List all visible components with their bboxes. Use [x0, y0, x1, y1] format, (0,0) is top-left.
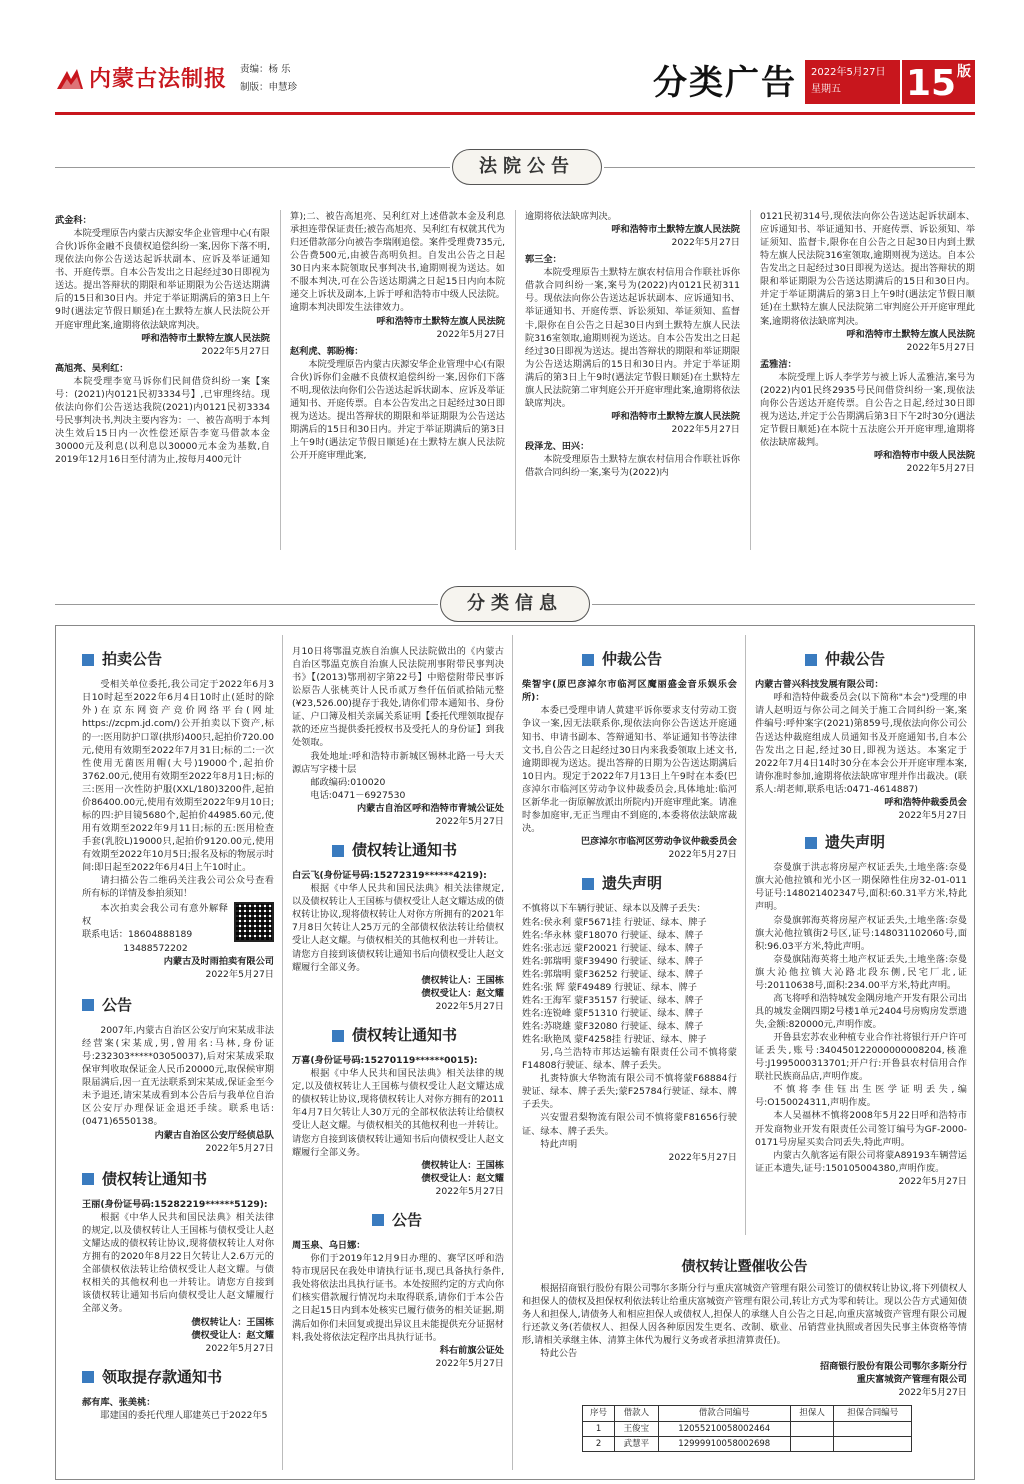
table-header-row	[583, 1406, 912, 1421]
lost-notice-1-extra-1: 另,乌兰浩特市邦达运输有限责任公司不慎将蒙F14808行驶证、绿本、牌子丢失。	[522, 1047, 737, 1072]
debt-notice-3-name: 万喜(身份证号码:15270119******0015):	[292, 1055, 478, 1067]
notice-addressee: 赵利虎、郭盼梅：	[290, 345, 364, 357]
deposit-name: 郝有库、张美桃：	[82, 1397, 156, 1408]
debt-collection-notice	[522, 1258, 967, 1452]
auction-contact-block	[82, 902, 274, 954]
court-column-4	[760, 210, 975, 475]
lost-notice-1-end: 特此声明	[540, 1138, 578, 1150]
notice-2-signature: 科右前旗公证处	[439, 1344, 504, 1356]
arbitration-1-title: 仲裁公告	[602, 650, 663, 668]
page-box	[902, 60, 975, 104]
banner-rule-left	[55, 604, 438, 605]
lost-notice-1-title: 遗失声明	[602, 874, 663, 893]
debt-notice-1-transferor: 债权转让人：王国栋	[191, 1316, 274, 1328]
phone-1: 18604888189	[127, 929, 193, 941]
deposit-address: 我处地址:呼和浩特市新城区锡林北路一号大天源店写字楼十层	[292, 750, 504, 775]
table-header-cell: 序号	[583, 1406, 615, 1421]
notice-title: 公告	[102, 995, 133, 1014]
deposit-date: 2022年5月27日	[435, 815, 504, 827]
notice-addressee: 郭三全：	[525, 254, 562, 266]
square-bullet-icon	[805, 837, 817, 849]
notice-addressee: 武金科：	[55, 215, 92, 226]
logo-text: 内蒙古法制报	[89, 66, 228, 93]
notice-addressee: 孟雅洁：	[760, 358, 797, 370]
notice-2-body: 你们于2019年12月9日办理的、赛罕区呼和浩特市现居民在我处申请执行证书,现已具备执行条件,我处将依法出具执行证书。本处按照约定的方式向你们核实借款履行情况均未取得联系,请你们于本公告之日起15日内到本处核实已履行债务的相关证据,期满后如你们未回复或提出异议且未能提供充分证据材料,我处将依法定程序出具执行证书。	[292, 1253, 504, 1343]
producer-line: 制版：申慧珍	[240, 82, 298, 93]
lost-notice-1-date: 2022年5月27日	[668, 1151, 737, 1163]
arbitration-1-name: 柴智宇(原巴彦淖尔市临河区魔丽盛金音乐娱乐会所)：	[522, 679, 737, 704]
deposit-body: 耶建国的委托代理人耶建英已于2022年5	[100, 1410, 268, 1422]
lost-vehicle-row: 姓名:张 辉 蒙F49489 行驶证、绿本、牌子	[522, 981, 697, 993]
debt-notice-3-transferor: 债权转让人：王国栋	[421, 1159, 504, 1171]
phone-label: 联系电话：	[82, 929, 128, 941]
table-cell: 2	[583, 1436, 615, 1451]
debt-notice-1-date: 2022年5月27日	[205, 1342, 274, 1354]
phone-2: 13488572202	[123, 942, 188, 954]
date-box	[805, 60, 900, 104]
auction-phone	[82, 928, 228, 941]
debt-notice-3-date: 2022年5月27日	[435, 1185, 504, 1197]
notice-body-continued: 逾期将依法缺席判决。	[525, 211, 617, 222]
court-date: 2022年5月27日	[671, 237, 740, 249]
auction-contact-text	[82, 902, 228, 954]
lost-vehicle-row: 姓名:侯永利 蒙F5671挂 行驶证、绿本、牌子	[522, 916, 707, 928]
lost-item: 奈曼旗于洪志将房屋产权证丢失,土地坐落:奈曼旗大沁他拉镇和光小区一期保障性住房32-01-011号证号:148021402347号,面积:60.31平方米,特此声明。	[755, 862, 967, 913]
lost-notice-2-list	[755, 861, 967, 1175]
notice-addressee: 段泽龙、田兴：	[525, 441, 590, 453]
auction-heading	[82, 649, 274, 670]
notice-body: 本院受理原告内蒙古庆源安华企业管理中心(有限合伙)诉你们金融不良债权追偿纠纷一案,因你们下落不明,现依法向你们公告送达起诉状副本、应诉及举证通知书、开庭传票。自本公告发出之日起经过30日即视为送达。提出答辩状的期限和举证期限为公告送达期满后的15日和30日内。并定于举证期满后的第3日上午9时(遇法定节假日顺延)在土默特左旗人民法院公开开庭审理此案,	[290, 358, 505, 462]
auction-signature: 内蒙古及时雨拍卖有限公司	[163, 955, 274, 967]
banner-rule-right	[604, 167, 975, 168]
lost-notice-2-title: 遗失声明	[825, 832, 886, 851]
lost-item: 开鲁县宏苏农业种植专业合作社将银行开户许可证丢失,账号:340450122000000008204,核准号:J1995000313701;开户行:开鲁县农村信用合作联社民族商品店,声明作废。	[755, 1032, 967, 1083]
court-signature: 呼和浩特市中级人民法院	[873, 450, 975, 462]
notice-body: 本院受理原告土默特左旗农村信用合作联社诉你借款合同纠纷一案,案号为(2022)内0121民初311号。现依法向你公告送达起诉状副本、应诉通知书、举证通知书、开庭传票、诉讼须知、举证须知、监督卡,限你在自公告之日起30日内到土默特左旗人民法院316室领取,逾期则视为送达。自本公告发出之日起经过30日即视为送达。提出答辩状的期限和举证期限为公告送达期满后的15日和30日内。并定于举证期满后的第3日上午9时(遇法定节假日顺延)在土默特左旗人民法院第二审判庭公开开庭审理此案,逾期将依法缺席判决。	[525, 267, 740, 409]
debt-collection-title: 债权转让暨催收公告	[681, 1259, 808, 1275]
table-header-cell: 借款人	[615, 1406, 658, 1421]
arbitration-2-title: 仲裁公告	[825, 650, 886, 668]
deposit-signature: 内蒙古自治区呼和浩特市青城公证处	[357, 802, 504, 814]
lost-vehicle-row: 姓名:连锐峰 蒙F51310 行驶证、绿本、牌子	[522, 1007, 704, 1019]
deposit-title: 领取提存款通知书	[102, 1367, 223, 1386]
table-cell	[834, 1421, 912, 1436]
square-bullet-icon	[82, 999, 94, 1011]
table-row	[583, 1436, 912, 1451]
lost-item: 奈曼旗郭海英将房屋产权证丢失,土地坐落:奈曼旗大沁他拉镇街2号区,证号:148031102060号,面积:96.03平方米,特此声明。	[755, 914, 967, 952]
court-signature: 呼和浩特市土默特左旗人民法院	[611, 224, 740, 236]
debt-notice-2-title: 债权转让通知书	[352, 840, 458, 859]
deposit-zip: 邮政编码:010020	[310, 776, 386, 788]
lost-item: 本人吴福林不慎将2008年5月22日呼和浩特市开发商物业开发有限责任公司签订编号为GF-2000-0171号房屋买卖合同丢失,特此声明。	[755, 1110, 967, 1148]
auction-title: 拍卖公告	[102, 650, 163, 668]
notice-date: 2022年5月27日	[205, 1142, 274, 1154]
table-cell	[790, 1436, 833, 1451]
court-signature: 呼和浩特市土默特左旗人民法院	[846, 328, 975, 340]
classified-column-b	[292, 645, 504, 1370]
court-signature: 呼和浩特市土默特左旗人民法院	[611, 410, 740, 422]
arbitration-2-name: 内蒙古普兴科技发展有限公司：	[755, 679, 884, 691]
notice-body: 本院受理原告土默特左旗农村信用合作联社诉你借款合同纠纷一案,案号为(2022)内	[525, 454, 740, 479]
arbitration-1-heading	[522, 649, 737, 670]
debt-notice-2-transferor: 债权转让人：王国栋	[421, 974, 504, 986]
deposit-body-continued: 月10日将鄂温克族自治旗人民法院做出的《内蒙古自治区鄂温克族自治旗人民法院刑事附带民事判决书》【(2013)鄂刑初字第22号】中赔偿附带民事诉讼原告人张桃英计人民币贰万叁仟伍佰贰拾陆元整(¥23,526.00)提存于我处,请你们带本通知书、身份证、户口簿及相关亲属关系证明【委托代理领取提存款的还应当提供委托授权书及受托人的身份证】到我处领取。	[292, 646, 504, 749]
court-date: 2022年5月27日	[906, 463, 975, 475]
table-header-cell: 担保合同编号	[834, 1406, 912, 1421]
debt-notice-1-transferee: 债权受让人：赵文耀	[191, 1329, 274, 1341]
debt-notice-3-body: 根据《中华人民共和国民法典》相关法律的规定,以及债权转让人王国栋与债权受让人赵文耀达成的债权转让协议,现将债权转让人对你方拥有的2011年4月7日欠转让人30万元的全部权依法转让给债权受让人赵文耀。与债权相关的其他权利也一并转让。请您方自接到该债权转让通知书后向债权受让人赵文耀履行全部义务。	[292, 1068, 504, 1158]
auction-scan-note: 请扫描公告二维码关注我公司公众号查看所有标的详情及参拍须知！	[82, 875, 274, 900]
debt-collection-body: 根据招商银行股份有限公司鄂尔多斯分行与重庆富城资产管理有限公司签订的债权转让协议,将下列债权人和担保人的债权及担保权利依法转让给重庆富城资产管理有限公司,转让方式为零和转让。现以公告方式通知债务人和担保人,请债务人和相应担保人或债权人,担保人的承继人自公告之日起,向重庆富城资产管理有限公司履行还款义务(若债权人、担保人因各种原因发生更名、改制、歇业、吊销营业执照或者因失民事主体资格等情形,请相关承继主体、清算主体代为履行义务或者承担清算责任)。	[522, 1282, 967, 1347]
notice-body-continued: 0121民初314号,现依法向你公告送达起诉状副本、应诉通知书、举证通知书、开庭传票、诉讼须知、举证须知、监督卡,限你在自公告之日起30日内到土默特左旗人民法院316室领取,逾期则视为送达。自本公告发出之日起经过30日即视为送达。提出答辩状的期限和举证期限为公告送达期满后的15日和30日内。并定于举证期满后的第3日上午9时(遇法定节假日顺延)在土默特左旗人民法院第二审判庭公开开庭审理此案,逾期将依法缺席判决。	[760, 211, 975, 327]
lost-vehicle-row: 姓名:苏晓雄 蒙F32080 行驶证、绿本、牌子	[522, 1021, 704, 1033]
column-divider	[282, 635, 283, 1470]
column-divider	[515, 210, 516, 550]
newspaper-logo	[55, 63, 230, 97]
table-row	[583, 1421, 912, 1436]
auction-date: 2022年5月27日	[205, 968, 274, 980]
notice-2-name: 周玉泉、乌日娜：	[292, 1240, 366, 1252]
debt-collection-signature-1: 招商银行股份有限公司鄂尔多斯分行	[820, 1361, 967, 1373]
arbitration-1-date: 2022年5月27日	[668, 849, 737, 861]
court-column-1	[55, 210, 270, 466]
lost-vehicle-row: 姓名:郭瑞明 蒙F36252 行驶证、绿本、牌子	[522, 968, 704, 980]
logo-mark-icon	[55, 67, 85, 93]
debt-collection-end: 特此公告	[540, 1348, 578, 1360]
court-date: 2022年5月27日	[201, 345, 270, 357]
debt-notice-1-body: 根据《中华人民共和国民法典》相关法律的规定,以及债权转让人王国栋与债权受让人赵文耀达成的债权转让协议,现将债权转让人对你方拥有的2020年8月22日欠转让人2.6万元的全部债权依法转让给债权受让人赵文耀。与债权相关的其他权利也一并转让。请您方自接到该债权转让通知书后向债权受让人赵文耀履行全部义务。	[82, 1212, 274, 1315]
lost-vehicle-row: 姓名:华永林 蒙F18070 行驶证、绿本、牌子	[522, 929, 704, 941]
arbitration-2-heading	[755, 649, 967, 670]
table-cell: 王俊宝	[615, 1421, 658, 1436]
table-cell	[834, 1436, 912, 1451]
notice-heading	[82, 995, 274, 1016]
court-column-3	[525, 210, 740, 479]
lost-notice-1-heading	[522, 873, 737, 894]
debt-collection-date: 2022年5月27日	[898, 1387, 967, 1399]
court-date: 2022年5月27日	[436, 328, 505, 340]
court-signature: 呼和浩特市土默特左旗人民法院	[141, 332, 270, 344]
lost-notice-1-extra-2: 扎赉特旗大华物流有限公司不慎将蒙F68884行驶证、绿本、牌子丢失;蒙F25784行驶证、绿本、牌子丢失。	[522, 1073, 737, 1111]
lost-item: 不慎将李佳钰出生医学证明丢失,编号:O150024311,声明作废。	[755, 1084, 967, 1109]
debt-notice-1-name: 王丽(身份证号码:15282219******5129):	[82, 1198, 268, 1210]
deposit-tel: 电话:0471－6927530	[310, 789, 406, 801]
debt-notice-1-title: 债权转让通知书	[102, 1169, 208, 1188]
square-bullet-icon	[582, 654, 594, 666]
notice-body: 本院受理上诉人李学芳与被上诉人孟雅洁,案号为(2022)内01民终2935号民间借贷纠纷一案,现依法向你公告送达开庭传票。自公告之日起,经过30日即视为送达,并定于公告期满后第3日下午2时30分(遇法定节假日顺延)在本院十五法庭公开开庭审理,逾期将依法缺席裁判。	[760, 371, 975, 449]
debt-notice-2-transferee: 债权受让人：赵文耀	[421, 987, 504, 999]
page-number: 15	[906, 63, 957, 104]
debt-notice-2-date: 2022年5月27日	[435, 1000, 504, 1012]
notice-body: 2007年,内蒙古自治区公安厅向宋某成非法经营案(宋某成,男,曾用名:马林,身份证号:232303*****03050037),后对宋某成采取保审判收取保证金人民币20000元,取保候审期限届满后,因一直无法联系到宋某成,保证金至今未予退还,请宋某成看到本公告后与我单位自治区公安厅办理保证金退还手续。联系电话:(0471)6550138。	[82, 1025, 274, 1128]
notice-2-date: 2022年5月27日	[435, 1357, 504, 1369]
notice-2-title: 公告	[392, 1210, 423, 1229]
banner-rule-left	[55, 167, 450, 168]
debt-notice-3-title: 债权转让通知书	[352, 1025, 458, 1044]
lost-notice-2-heading	[755, 832, 967, 853]
notice-addressee: 高旭亮、吴利红：	[55, 362, 129, 374]
debt-notice-1-heading	[82, 1169, 274, 1190]
debt-collection-signature-2: 重庆富城资产管理有限公司	[856, 1374, 967, 1386]
lost-notice-1-intro: 不慎将以下车辆行驶证、绿本以及牌子丢失：	[522, 903, 706, 915]
debt-notice-2-body: 根据《中华人民共和国民法典》相关法律规定,以及债权转让人王国栋与债权受让人赵文耀达成的债权转让协议,现将债权转让人对你方所拥有的2021年7月8日欠转让人25万元的全部债权依法转让给债权受让人赵文耀。与债权相关的其他权利也一并转让。请您方自接到该债权转让通知书后向债权受让人赵文耀履行全部义务。	[292, 883, 504, 973]
classified-column-a	[82, 645, 274, 1422]
issue-weekday: 星期五	[811, 84, 841, 95]
debt-notice-3-transferee: 债权受让人：赵文耀	[421, 1172, 504, 1184]
square-bullet-icon	[805, 654, 817, 666]
arbitration-1-signature: 巴彦淖尔市临河区劳动争议仲裁委员会	[580, 836, 737, 848]
court-signature: 呼和浩特市土默特左旗人民法院	[376, 315, 505, 327]
square-bullet-icon	[372, 1214, 384, 1226]
lost-item: 内蒙古久航客运有限公司将蒙A89193车辆营运证正本遗失,证号:150105004380,声明作废。	[755, 1149, 967, 1174]
deposit-heading	[82, 1367, 274, 1388]
court-column-2	[290, 210, 505, 462]
lost-item: 高飞将呼和浩特城发金隅房地产开发有限公司出具的城发金隅四期2号楼1单元2404号房购房发票遗失,金额:820000元,声明作废。	[755, 992, 967, 1031]
court-date: 2022年5月27日	[671, 424, 740, 435]
notice-signature: 内蒙古自治区公安厅经侦总队	[154, 1129, 274, 1141]
classified-banner: 分类信息	[440, 586, 590, 622]
lost-vehicle-row: 姓名:耿艳凤 蒙F4258挂 行驶证、绿本、牌子	[522, 1034, 707, 1046]
arbitration-1-body: 本委已受理申请人黄建平诉你要求支付劳动工资争议一案,因无法联系你,现依法向你公告送达开庭通知书、申请书副本、答辩通知书、举证通知书等法律文书,自公告之日起经过30日内来我委领取上述文书,逾期即视为送达。提出答辩的日期为公告送达期满后10日内。现定于2022年7月13日上午9时在本委(巴彦淖尔市临河区劳动争议仲裁委员会,具体地址:临河区新华北一街原解放派出所院内)开庭审理此案。请准时参加庭审,无正当理由不到庭的,本委将依法缺席裁决。	[522, 705, 737, 834]
header-rule	[55, 112, 975, 115]
table-header-cell: 借款合同编号	[658, 1406, 790, 1421]
square-bullet-icon	[332, 845, 344, 857]
debt-table	[582, 1405, 912, 1451]
classified-column-d	[755, 645, 967, 1188]
auction-body: 受相关单位委托,我公司定于2022年6月3日10时起至2022年6月4日10时止(延时的除外)在京东网资产竞价网络平台(网址https://zcpm.jd.com/)公开拍卖以下资产,标的一:医用防护口罩(拱形)400只,起拍价720.00元,使用有效期至2022年7月31日;标的二:一次性使用无菌医用帽(大号)19000个,起拍价3762.00元,使用有效期至2022年8月1日;标的三:医用一次性防护服(XXL/180)3200件,起拍价86400.00元,使用有效期至2022年9月10日;标的四:护目镜5680个,起拍价44985.60元,使用有效期至2022年9月11日;标的五:医用检查手套(乳胶L)19000只,起拍价9120.00元,使用有效期至2022年10月5日;报名及标的物展示时间:即日起至2022年6月4日上午10时止。	[82, 679, 274, 874]
masthead	[55, 55, 975, 110]
classified-column-c	[522, 645, 737, 1164]
court-banner: 法院公告	[452, 149, 602, 185]
issue-date: 2022年5月27日	[811, 67, 886, 78]
lost-notice-1-extra-3: 兴安盟君梨物流有限公司不慎将蒙F81656行驶证、绿本、牌子丢失。	[522, 1112, 737, 1137]
debt-notice-3-heading	[292, 1025, 504, 1046]
column-divider	[512, 635, 513, 1470]
table-cell: 武慧平	[615, 1436, 658, 1451]
page-ban-label: 版	[957, 64, 971, 80]
lost-notice-2-date: 2022年5月27日	[898, 1175, 967, 1187]
table-cell: 12999910058002698	[658, 1436, 790, 1451]
qr-code-icon	[234, 902, 274, 942]
notice-2-heading	[292, 1210, 504, 1231]
column-divider	[745, 635, 746, 1235]
table-cell: 1	[583, 1421, 615, 1436]
banner-rule-right	[592, 604, 975, 605]
arbitration-2-signature: 呼和浩特仲裁委员会	[884, 796, 967, 808]
notice-body: 本院受理李宽马诉你们民间借贷纠纷一案【案号：(2021)内0121民初3334号】,已审理终结。现依法向你们公告送达我院(2021)内0121民初3334号民事判决书,判决主要内容为：一、被告高明于本判决生效后15日内一次性偿还原告李宽马借款本金30000元及利息(以利息以30000元本金为基数,自2019年12月16日至付清为止,按每月400元计	[55, 375, 270, 466]
square-bullet-icon	[82, 654, 94, 666]
section-title: 分类广告	[653, 63, 797, 103]
court-date: 2022年5月27日	[906, 341, 975, 353]
table-cell: 12055210058002464	[658, 1421, 790, 1436]
arbitration-2-date: 2022年5月27日	[898, 809, 967, 821]
notice-body-continued: 算);二、被告高旭亮、吴利红对上述借款本金及利息承担连带保证责任;被告高旭亮、吴利红有权就其代为归还借款部分向被告李瑞刚追偿。案件受理费735元,公告费500元,由被告高明负担。自发出公告之日起30日内来本院领取民事判决书,逾期则视为送达。如不服本判决,可在公告送达期满之日起15日内向本院递交上诉状及副本,上诉于呼和浩特市中级人民法院。逾期本判决即发生法律效力。	[290, 211, 505, 314]
arbitration-2-body: 呼和浩特仲裁委员会(以下简称"本会")受理的申请人赵明迈与你公司之间关于施工合同纠纷一案,案件编号:呼仲案字(2021)第859号,现依法向你公司公告送达仲裁庭组成人员通知书及开庭通知书,自本公告发出之日起,经过30日,即视为送达。本案定于2022年7月4日14时30分在本会公开开庭审理本案,请你准时参加,逾期将依法缺席审理并作出裁决。(联系人:胡老师,联系电话:0471-4614887)	[755, 692, 967, 795]
debt-notice-2-heading	[292, 840, 504, 861]
lost-vehicle-row: 姓名:王海军 蒙F35157 行驶证、绿本、牌子	[522, 994, 704, 1006]
lost-vehicle-list	[522, 916, 737, 1047]
auction-rights-note: 本次拍卖会我公司有意外解释权	[82, 903, 228, 928]
editor-credits	[240, 61, 297, 97]
table-cell	[790, 1421, 833, 1436]
debt-notice-2-name: 白云飞(身份证号码:15272319******4219):	[292, 870, 487, 882]
column-divider	[280, 210, 281, 550]
square-bullet-icon	[82, 1173, 94, 1185]
square-bullet-icon	[82, 1371, 94, 1383]
lost-vehicle-row: 姓名:郭瑞明 蒙F39490 行驶证、绿本、牌子	[522, 955, 704, 967]
editor-line: 责编：杨 乐	[240, 64, 291, 75]
table-header-cell: 担保人	[790, 1406, 833, 1421]
lost-vehicle-row: 姓名:张志远 蒙F20021 行驶证、绿本、牌子	[522, 942, 704, 954]
square-bullet-icon	[332, 1030, 344, 1042]
column-divider	[750, 210, 751, 550]
square-bullet-icon	[582, 878, 594, 890]
lost-item: 奈曼旗陆海英将土地产权证丢失,土地坐落:奈曼旗大沁他拉镇大沁路北段东侧,民宅厂北,证号:20110638号,面积:234.00平方米,特此声明。	[755, 953, 967, 991]
notice-body: 本院受理原告内蒙古庆源安华企业管理中心(有限合伙)诉你金融不良债权追偿纠纷一案,因你下落不明,现依法向你公告送达起诉状副本、应诉及举证通知书、开庭传票。自本公告发出之日起经过30日即视为送达。提出答辩状的期限和举证期限为公告送达期满后的15日和30日内。并定于举证期满后的第3日上午9时(遇法定节假日顺延)在土默特左旗人民法院公开开庭审理此案,逾期将依法缺席判决。	[55, 228, 270, 331]
